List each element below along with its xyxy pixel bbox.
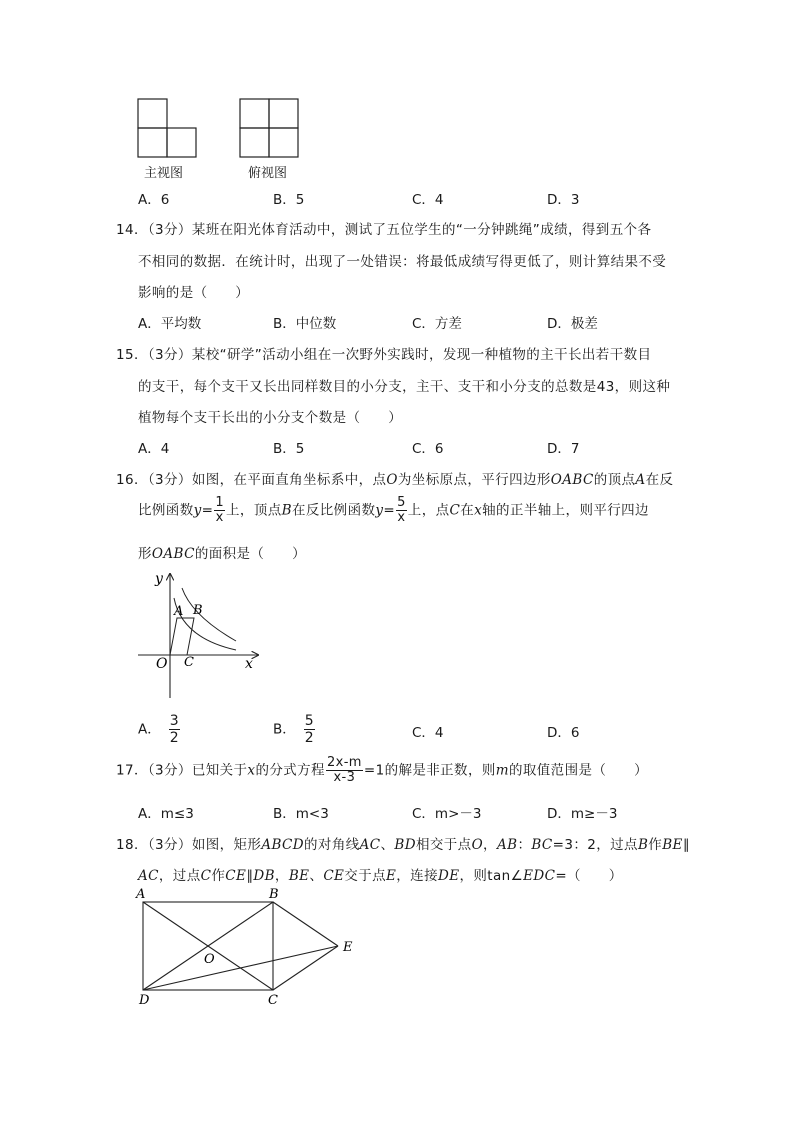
q14-text-line-1: 14．（3分）某班在阳光体育活动中，测试了五位学生的“一分钟跳绳”成绩，得到五个各 bbox=[116, 222, 652, 238]
q16-option-d[interactable]: D．6 bbox=[547, 725, 580, 741]
q18-text-line-2: AC，过点C作CE∥DB，BE、CE交于点E，连接DE，则tan∠EDC=（ ） bbox=[138, 868, 623, 884]
q16-fraction-5-over-x: $\frac{5}{x}$ bbox=[397, 495, 406, 525]
q16-option-a[interactable]: A． $\frac{3}{2}$ bbox=[138, 713, 179, 746]
q14-option-c[interactable]: C．方差 bbox=[412, 316, 462, 332]
q13-option-d[interactable]: D．3 bbox=[547, 192, 580, 208]
graph-label-x: x bbox=[245, 656, 253, 672]
q15-option-c[interactable]: C．6 bbox=[412, 441, 444, 457]
q15-text-line-3: 植物每个支干长出的小分支个数是（ ） bbox=[138, 410, 403, 426]
q15-option-a[interactable]: A．4 bbox=[138, 441, 170, 457]
q17-option-d[interactable]: D．m≥－3 bbox=[547, 806, 618, 822]
fig-label-D: D bbox=[139, 993, 150, 1008]
q14-text-line-3: 影响的是（ ） bbox=[138, 285, 250, 301]
top-view-label: 俯视图 bbox=[248, 166, 288, 181]
q18-text-line-1: 18．（3分）如图，矩形ABCD的对角线AC、BD相交于点O，AB：BC=3：2，过点B作BE∥ bbox=[116, 837, 690, 853]
q17-text-line: 17．（3分）已知关于x的分式方程 $\frac{2x-m}{x-3}$ =1的解是非正数，则m的取值范围是（ ） bbox=[116, 755, 648, 785]
q17-option-b[interactable]: B．m<3 bbox=[273, 806, 329, 822]
q13-option-b[interactable]: B．5 bbox=[273, 192, 305, 208]
q14-option-b[interactable]: B．中位数 bbox=[273, 316, 337, 332]
q16-option-c[interactable]: C．4 bbox=[412, 725, 444, 741]
graph-label-A: A bbox=[174, 604, 184, 619]
graph-label-y: y bbox=[155, 571, 163, 587]
q15-option-d[interactable]: D．7 bbox=[547, 441, 580, 457]
segment-ce bbox=[273, 946, 338, 990]
q17-option-c[interactable]: C．m>－3 bbox=[412, 806, 482, 822]
q15-option-b[interactable]: B．5 bbox=[273, 441, 305, 457]
graph-label-O: O bbox=[156, 656, 168, 672]
segment-de bbox=[143, 946, 338, 990]
parallelogram-oabc bbox=[170, 618, 194, 655]
graph-label-B: B bbox=[193, 603, 203, 618]
curve-y-5-over-x bbox=[182, 588, 236, 641]
fig-label-E: E bbox=[343, 940, 353, 955]
q14-option-a[interactable]: A．平均数 bbox=[138, 316, 202, 332]
q16-text-line-2: 比例函数y= $\frac{1}{x}$ 上，顶点B在反比例函数y= $\frac{5}{x}$ 上，点C在x轴的正半轴上，则平行四边 bbox=[138, 495, 649, 525]
q14-option-d[interactable]: D．极差 bbox=[547, 316, 598, 332]
front-view-label: 主视图 bbox=[144, 166, 184, 181]
fig-label-A: A bbox=[136, 887, 146, 902]
graph-label-C: C bbox=[184, 655, 194, 670]
fig-label-C: C bbox=[268, 993, 278, 1008]
q17-fraction: $\frac{2x-m}{x-3}$ bbox=[326, 755, 362, 785]
q16-option-b[interactable]: B． $\frac{5}{2}$ bbox=[273, 713, 314, 746]
q18-rectangle-figure bbox=[130, 884, 370, 1012]
q14-text-line-2: 不相同的数据．在统计时，出现了一处错误：将最低成绩写得更低了，则计算结果不受 bbox=[138, 254, 667, 270]
fig-label-B: B bbox=[269, 887, 279, 902]
q16-coordinate-graph bbox=[130, 568, 270, 700]
q16-text-line-3: 形OABC的面积是（ ） bbox=[138, 546, 307, 562]
q17-option-a[interactable]: A．m≤3 bbox=[138, 806, 194, 822]
fig-label-O: O bbox=[204, 952, 215, 967]
q13-option-c[interactable]: C．4 bbox=[412, 192, 444, 208]
q15-text-line-2: 的支干，每个支干又长出同样数目的小分支，主干、支干和小分支的总数是43，则这种 bbox=[138, 379, 671, 395]
q15-text-line-1: 15．（3分）某校“研学”活动小组在一次野外实践时，发现一种植物的主干长出若干数目 bbox=[116, 347, 652, 363]
segment-be bbox=[273, 902, 338, 946]
q13-three-view-figures bbox=[135, 96, 305, 160]
front-view-figure bbox=[138, 99, 196, 157]
q16-text-line-1: 16．（3分）如图，在平面直角坐标系中，点O为坐标原点，平行四边形OABC的顶点A在反 bbox=[116, 472, 674, 488]
q13-option-a[interactable]: A．6 bbox=[138, 192, 170, 208]
q16-fraction-1-over-x: $\frac{1}{x}$ bbox=[215, 495, 225, 525]
top-view-figure bbox=[240, 99, 298, 157]
